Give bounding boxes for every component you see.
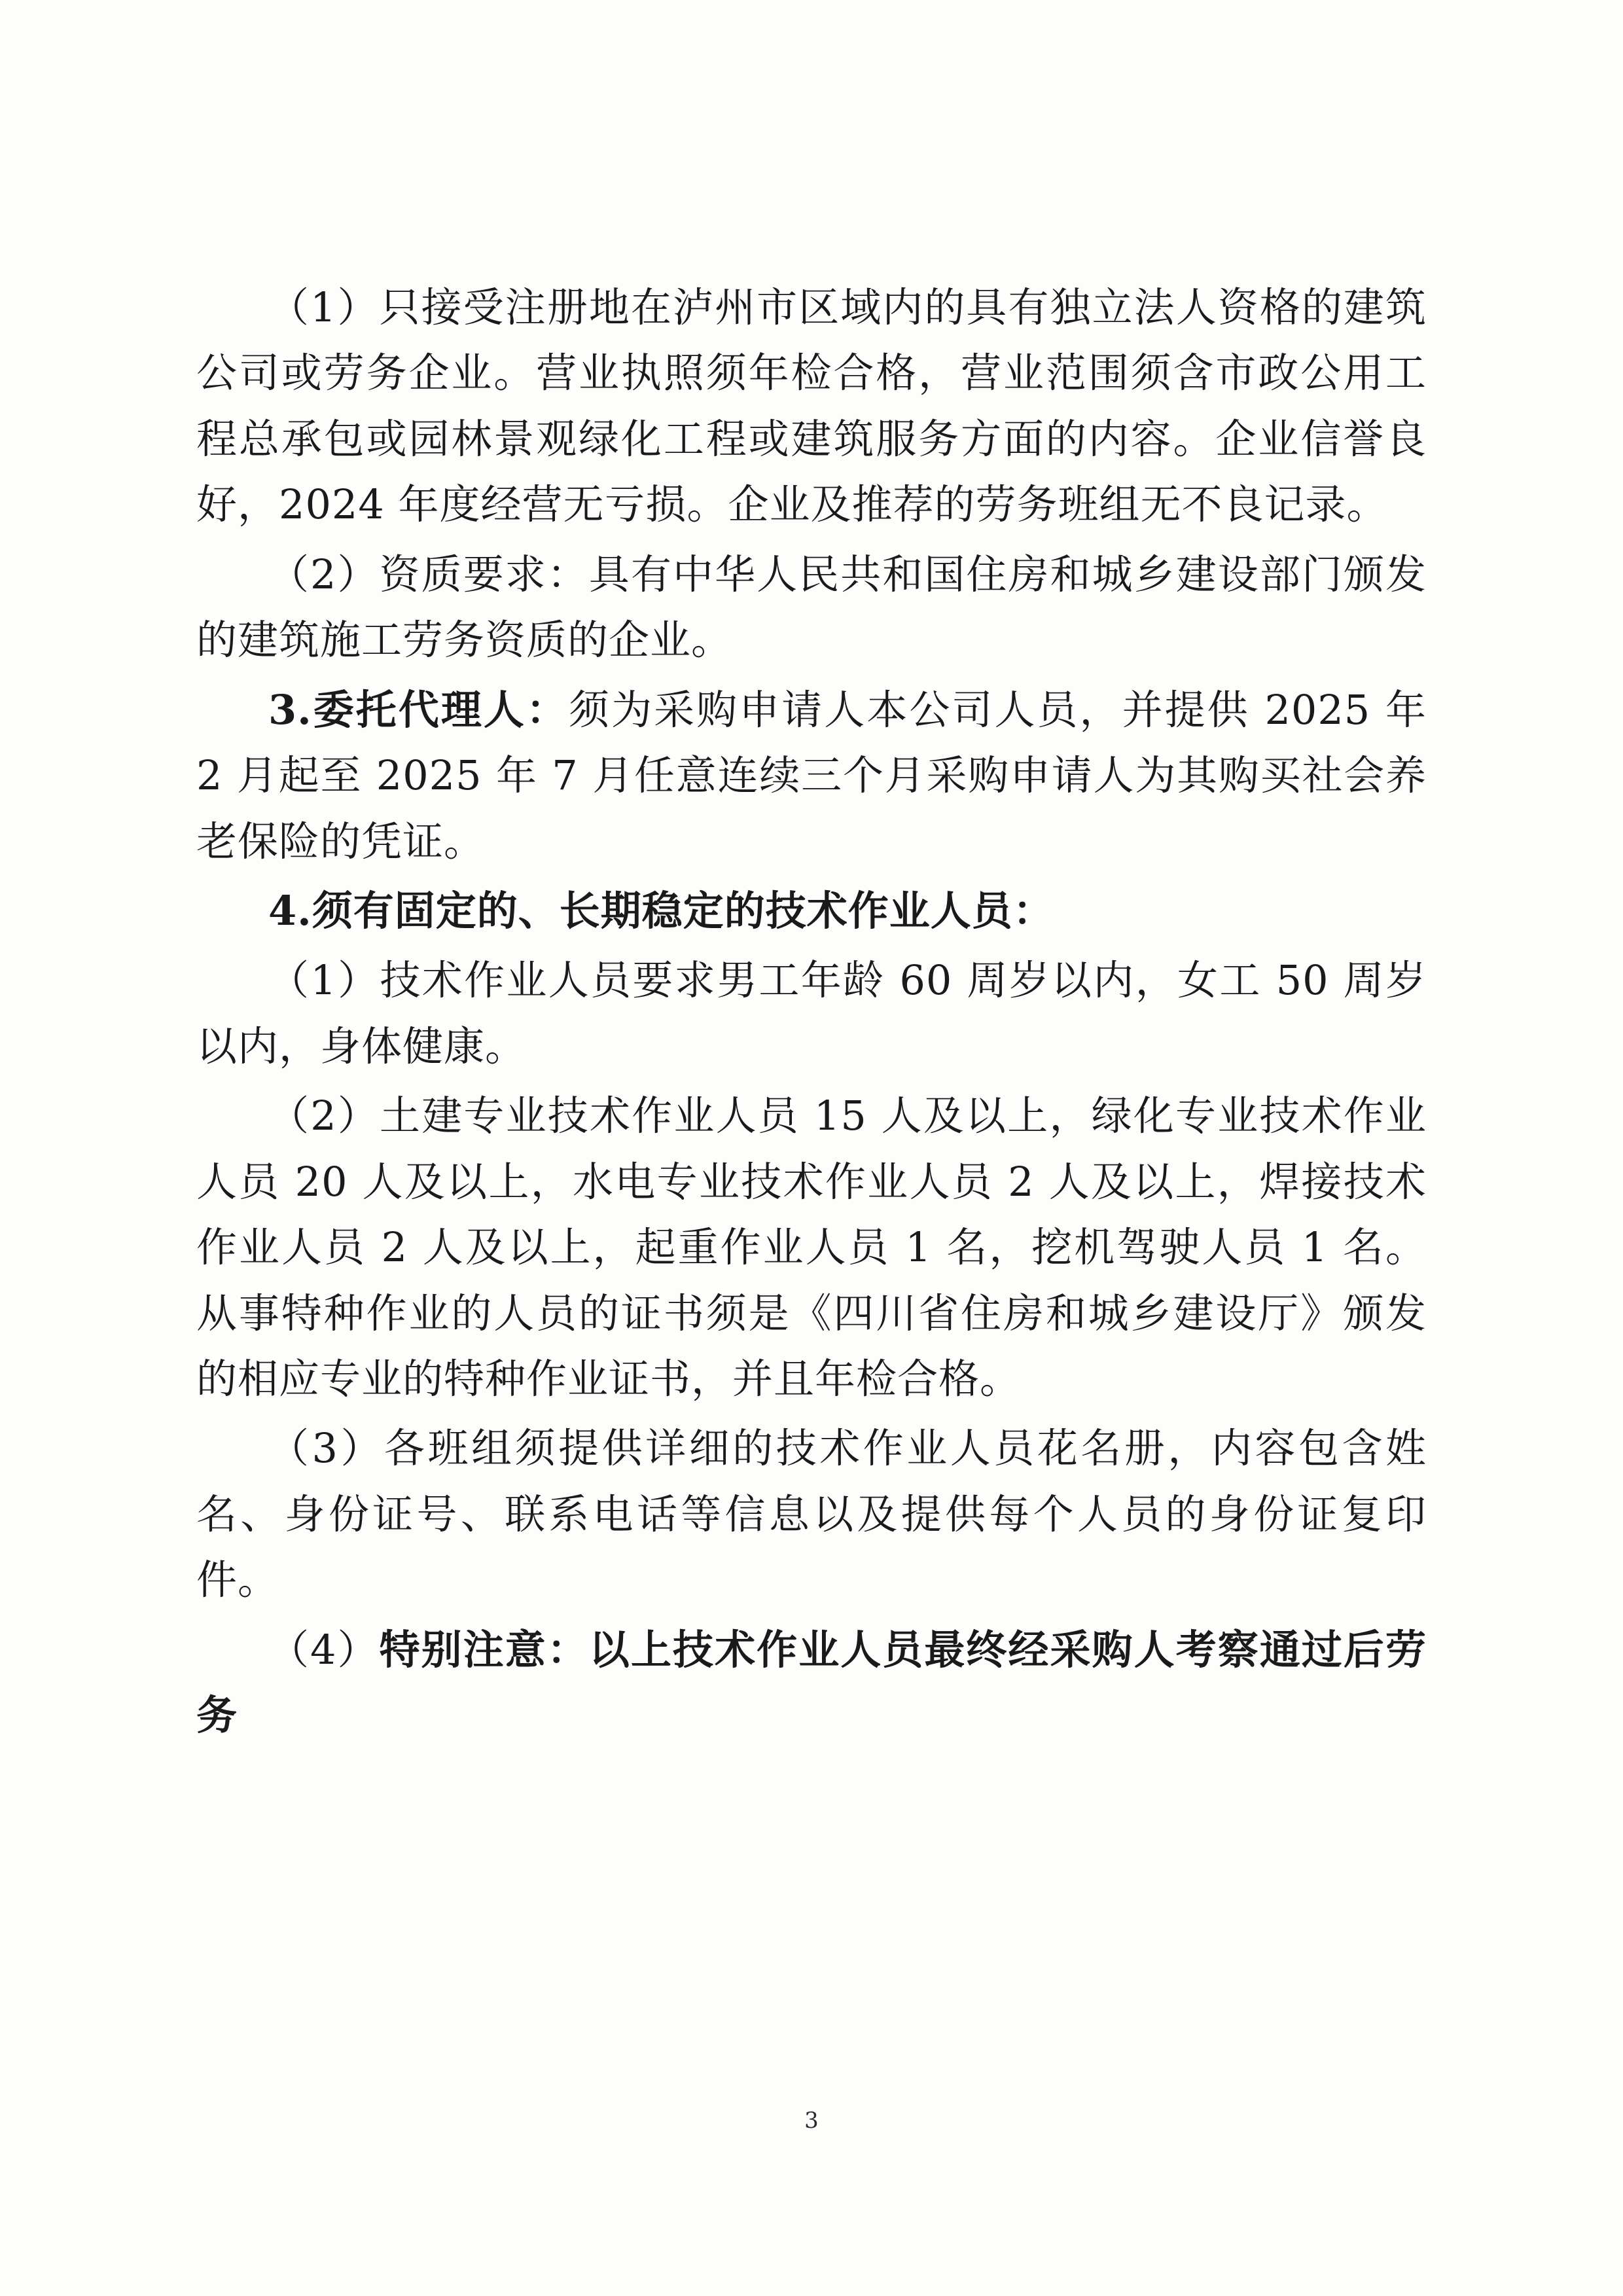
- paragraph-8-prefix: （4）: [268, 1625, 380, 1674]
- document-body: [196, 275, 1427, 1753]
- paragraph-1: （1）只接受注册地在泸州市区域内的具有独立法人资格的建筑公司或劳务企业。营业执照须年检合格，营业范围须含市政公用工程总承包或园林景观绿化工程或建筑服务方面的内容。企业信誉良好，2024 年度经营无亏损。企业及推荐的劳务班组无不良记录。: [196, 283, 1427, 529]
- paragraph-3-text: 须为采购申请人本公司人员，并提供 2025 年 2 月起至 2025 年 7 月任意连续三个月采购申请人为其购买社会养老保险的凭证。: [196, 685, 1427, 865]
- paragraph-3-label: 3.委托代理人：: [268, 685, 569, 734]
- page-number: 3: [804, 2108, 819, 2134]
- paragraph-8-special-notice: [196, 1617, 1427, 1749]
- paragraph-4-heading: 4.须有固定的、长期稳定的技术作业人员：: [268, 886, 1054, 935]
- paragraph-2: （2）资质要求：具有中华人民共和国住房和城乡建设部门颁发的建筑施工劳务资质的企业。: [196, 550, 1427, 664]
- paragraph-3-agent-requirement: [196, 677, 1427, 874]
- paragraph-8-bold-text: 特别注意：以上技术作业人员最终经采购人考察通过后劳务: [196, 1625, 1427, 1740]
- paragraph-5: （1）技术作业人员要求男工年龄 60 周岁以内，女工 50 周岁以内，身体健康。: [196, 956, 1427, 1070]
- paragraph-7: （3）各班组须提供详细的技术作业人员花名册，内容包含姓名、身份证号、联系电话等信息以及提供每个人员的身份证复印件。: [196, 1424, 1427, 1604]
- paragraph-6: （2）土建专业技术作业人员 15 人及以上，绿化专业技术作业人员 20 人及以上，水电专业技术作业人员 2 人及以上，焊接技术作业人员 2 人及以上，起重作业人员 1 名，挖机驾驶人员 1 名。从事特种作业的人员的证书须是《四川省住房和城乡建设厅》颁发的相应专业的特种作业证书，并且年检合格。: [196, 1092, 1427, 1403]
